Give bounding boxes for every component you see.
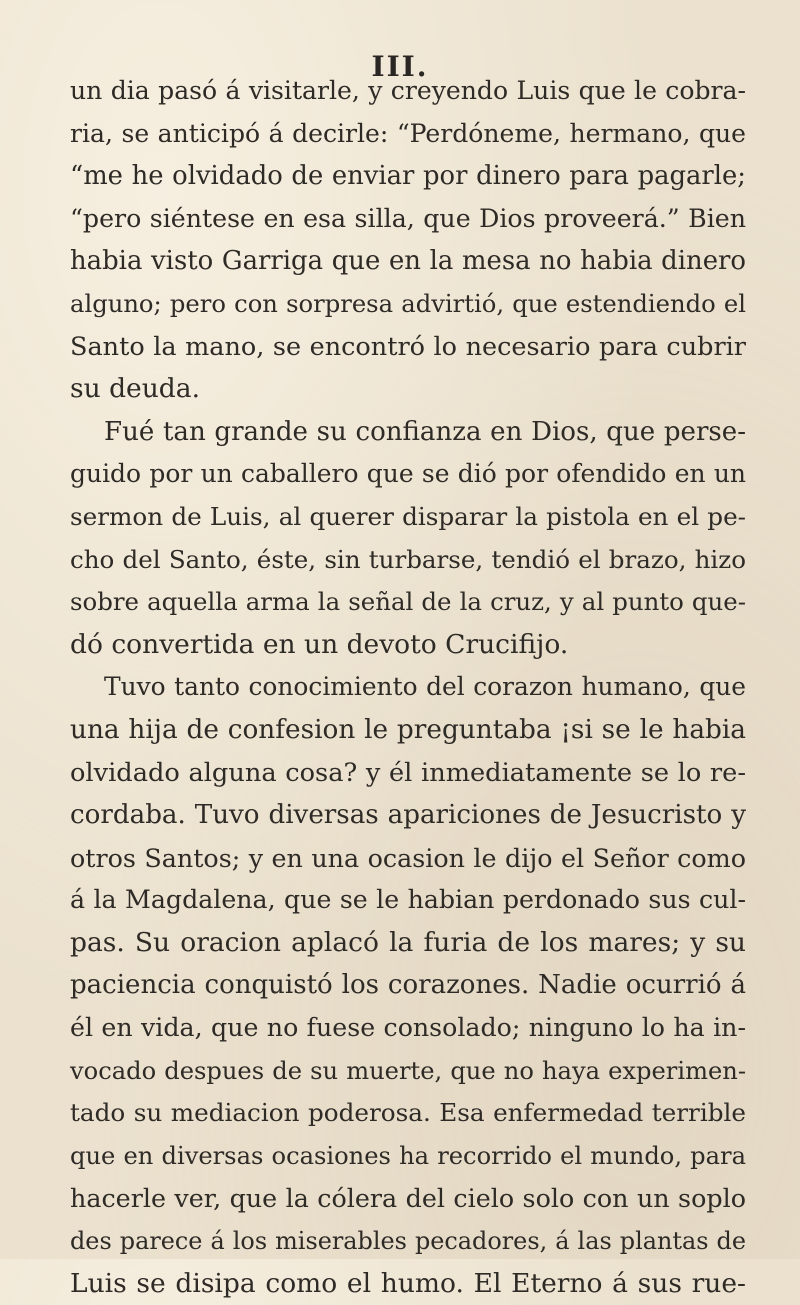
text-line: que en diversas ocasiones ha recorrido el mundo, para [70,1141,746,1170]
text-line: Santo la mano, se encontró lo necesario para cubrir [70,331,746,362]
text-line: dó convertida en un devoto Crucifijo. [70,628,569,660]
text-line: guido por un caballero que se dió por ofendido en un [70,459,746,489]
text-line: “me he olvidado de enviar por dinero para pagarle; [70,161,746,192]
text-line: cordaba. Tuvo diversas apariciones de Jesucristo y [70,800,746,831]
text-line: otros Santos; y en una ocasion le dijo el Señor como [70,842,746,873]
text-line: su deuda. [70,373,200,405]
text-line: á la Magdalena, que se le habian perdonado sus cul- [70,885,746,915]
text-line: él en vida, que no fuese consolado; ninguno lo ha in- [70,1013,746,1043]
text-line: un dia pasó á visitarle, y creyendo Luis que le cobra- [70,76,746,105]
paragraph-start-line: Tuvo tanto conocimiento del corazon humano, que [104,672,746,702]
page-number: III. [371,50,429,83]
text-line: des parece á los miserables pecadores, á las plantas de [70,1227,746,1256]
text-line: vocado despues de su muerte, que no haya experimen- [70,1056,746,1085]
text-line: cho del Santo, éste, sin turbarse, tendió el brazo, hizo [70,544,746,574]
text-line: pas. Su oracion aplacó la furia de los mares; y su [70,926,746,958]
text-line: tado su mediacion poderosa. Esa enfermedad terrible [70,1098,746,1128]
text-line: sermon de Luis, al querer disparar la pistola en el pe- [70,501,746,531]
body-text [70,70,746,1305]
text-line: ria, se anticipó á decirle: “Perdóneme, hermano, que [70,118,746,148]
text-line: “pero siéntese en esa silla, que Dios proveerá.” Bien [70,203,746,233]
text-line: alguno; pero con sorpresa advirtió, que estendiendo el [70,288,746,318]
text-line: olvidado alguna cosa? y él inmediatamente se lo re- [70,757,746,788]
text-line: hacerle ver, que la cólera del cielo solo con un soplo [70,1183,746,1214]
text-line: sobre aquella arma la señal de la cruz, y al punto que- [70,587,746,617]
text-line: Luis se disipa como el humo. El Eterno á sus rue- [70,1267,746,1299]
text-line: paciencia conquistó los corazones. Nadie ocurrió á [70,970,746,1001]
text-line: una hija de confesion le preguntaba ¡si se le habia [70,714,746,745]
text-line: habia visto Garriga que en la mesa no habia dinero [70,246,746,277]
paragraph-start-line: Fué tan grande su confianza en Dios, que perse- [104,416,746,447]
